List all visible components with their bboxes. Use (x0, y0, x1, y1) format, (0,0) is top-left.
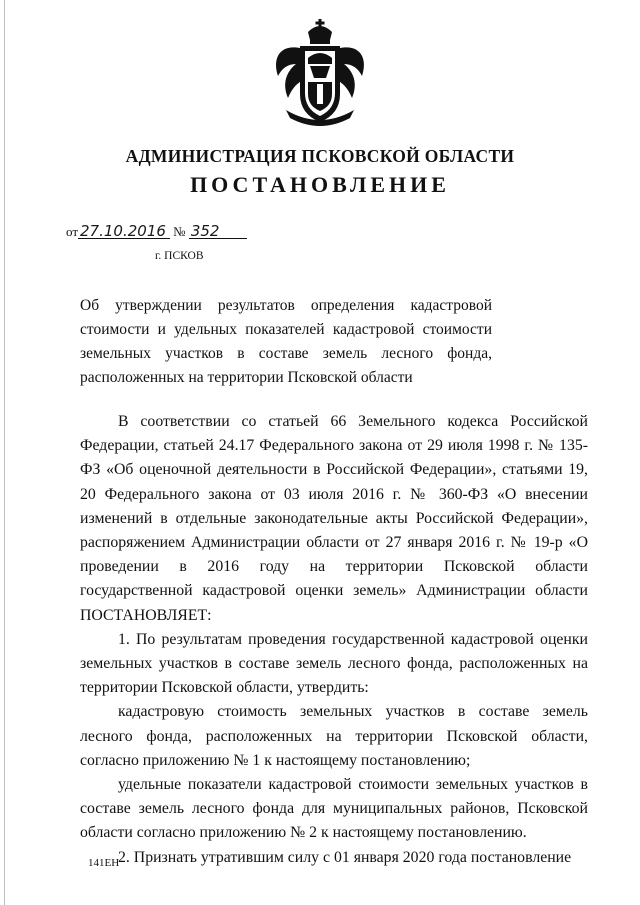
city-label: г. ПСКОВ (155, 250, 204, 262)
body-paragraph-cadastral-value: кадастровую стоимость земельных участков в составе земель лесного фонда, расположенных на территории Псковской области, согласно приложению № 1 к настоящему постановлению; (80, 703, 588, 769)
organization-title: АДМИНИСТРАЦИЯ ПСКОВСКОЙ ОБЛАСТИ (125, 146, 515, 166)
body-paragraph-preamble: В соответствии со статьей 66 Земельного кодекса Российской Федерации, статьей 24.17 Федерального закона от 29 июля 1998 г. № 135-ФЗ «Об оценочной деятельности в Российской Федерации», статьями 19, 20 Федерального закона от 03 июля 2016 г. № 360-ФЗ «О внесении изменений в отдельные законодательные акты Российской Федерации», распоряжением Администрации области от 27 января 2016 г. № 19-р «О проведении в 2016 году на территории Псковской области государственной кадастровой оценки земель» Администрации области ПОСТАНОВЛЯЕТ: (80, 413, 588, 624)
document-body (80, 410, 588, 870)
date-number-line (66, 224, 247, 240)
document-type-title: ПОСТАНОВЛЕНИЕ (190, 172, 450, 197)
handwritten-number: 352 (189, 224, 247, 239)
document-subject: Об утверждении результатов определения кадастровой стоимости и удельных показателей кадастровой стоимости земельных участков в составе земель лесного фонда, расположенных на территории Псковской области (80, 297, 492, 386)
handwritten-date: 27.10.2016 (78, 224, 170, 239)
number-prefix: № (173, 224, 186, 239)
body-paragraph-specific-indicators: удельные показатели кадастровой стоимости земельных участков в составе земель лесного фонда для муниципальных районов, Псковской области согласно приложению № 2 к настоящему постановлению. (80, 776, 588, 842)
document-code: 141ЕН (88, 857, 120, 869)
body-paragraph-item-2: 2. Признать утратившим силу с 01 января 2020 года постановление (118, 848, 572, 866)
coat-of-arms-icon (270, 18, 370, 128)
body-paragraph-item-1: 1. По результатам проведения государственной кадастровой оценки земельных участков в составе земель лесного фонда, расположенных на территории Псковской области, утвердить: (80, 630, 588, 697)
date-prefix: от (66, 224, 79, 239)
page-edge (4, 0, 5, 905)
